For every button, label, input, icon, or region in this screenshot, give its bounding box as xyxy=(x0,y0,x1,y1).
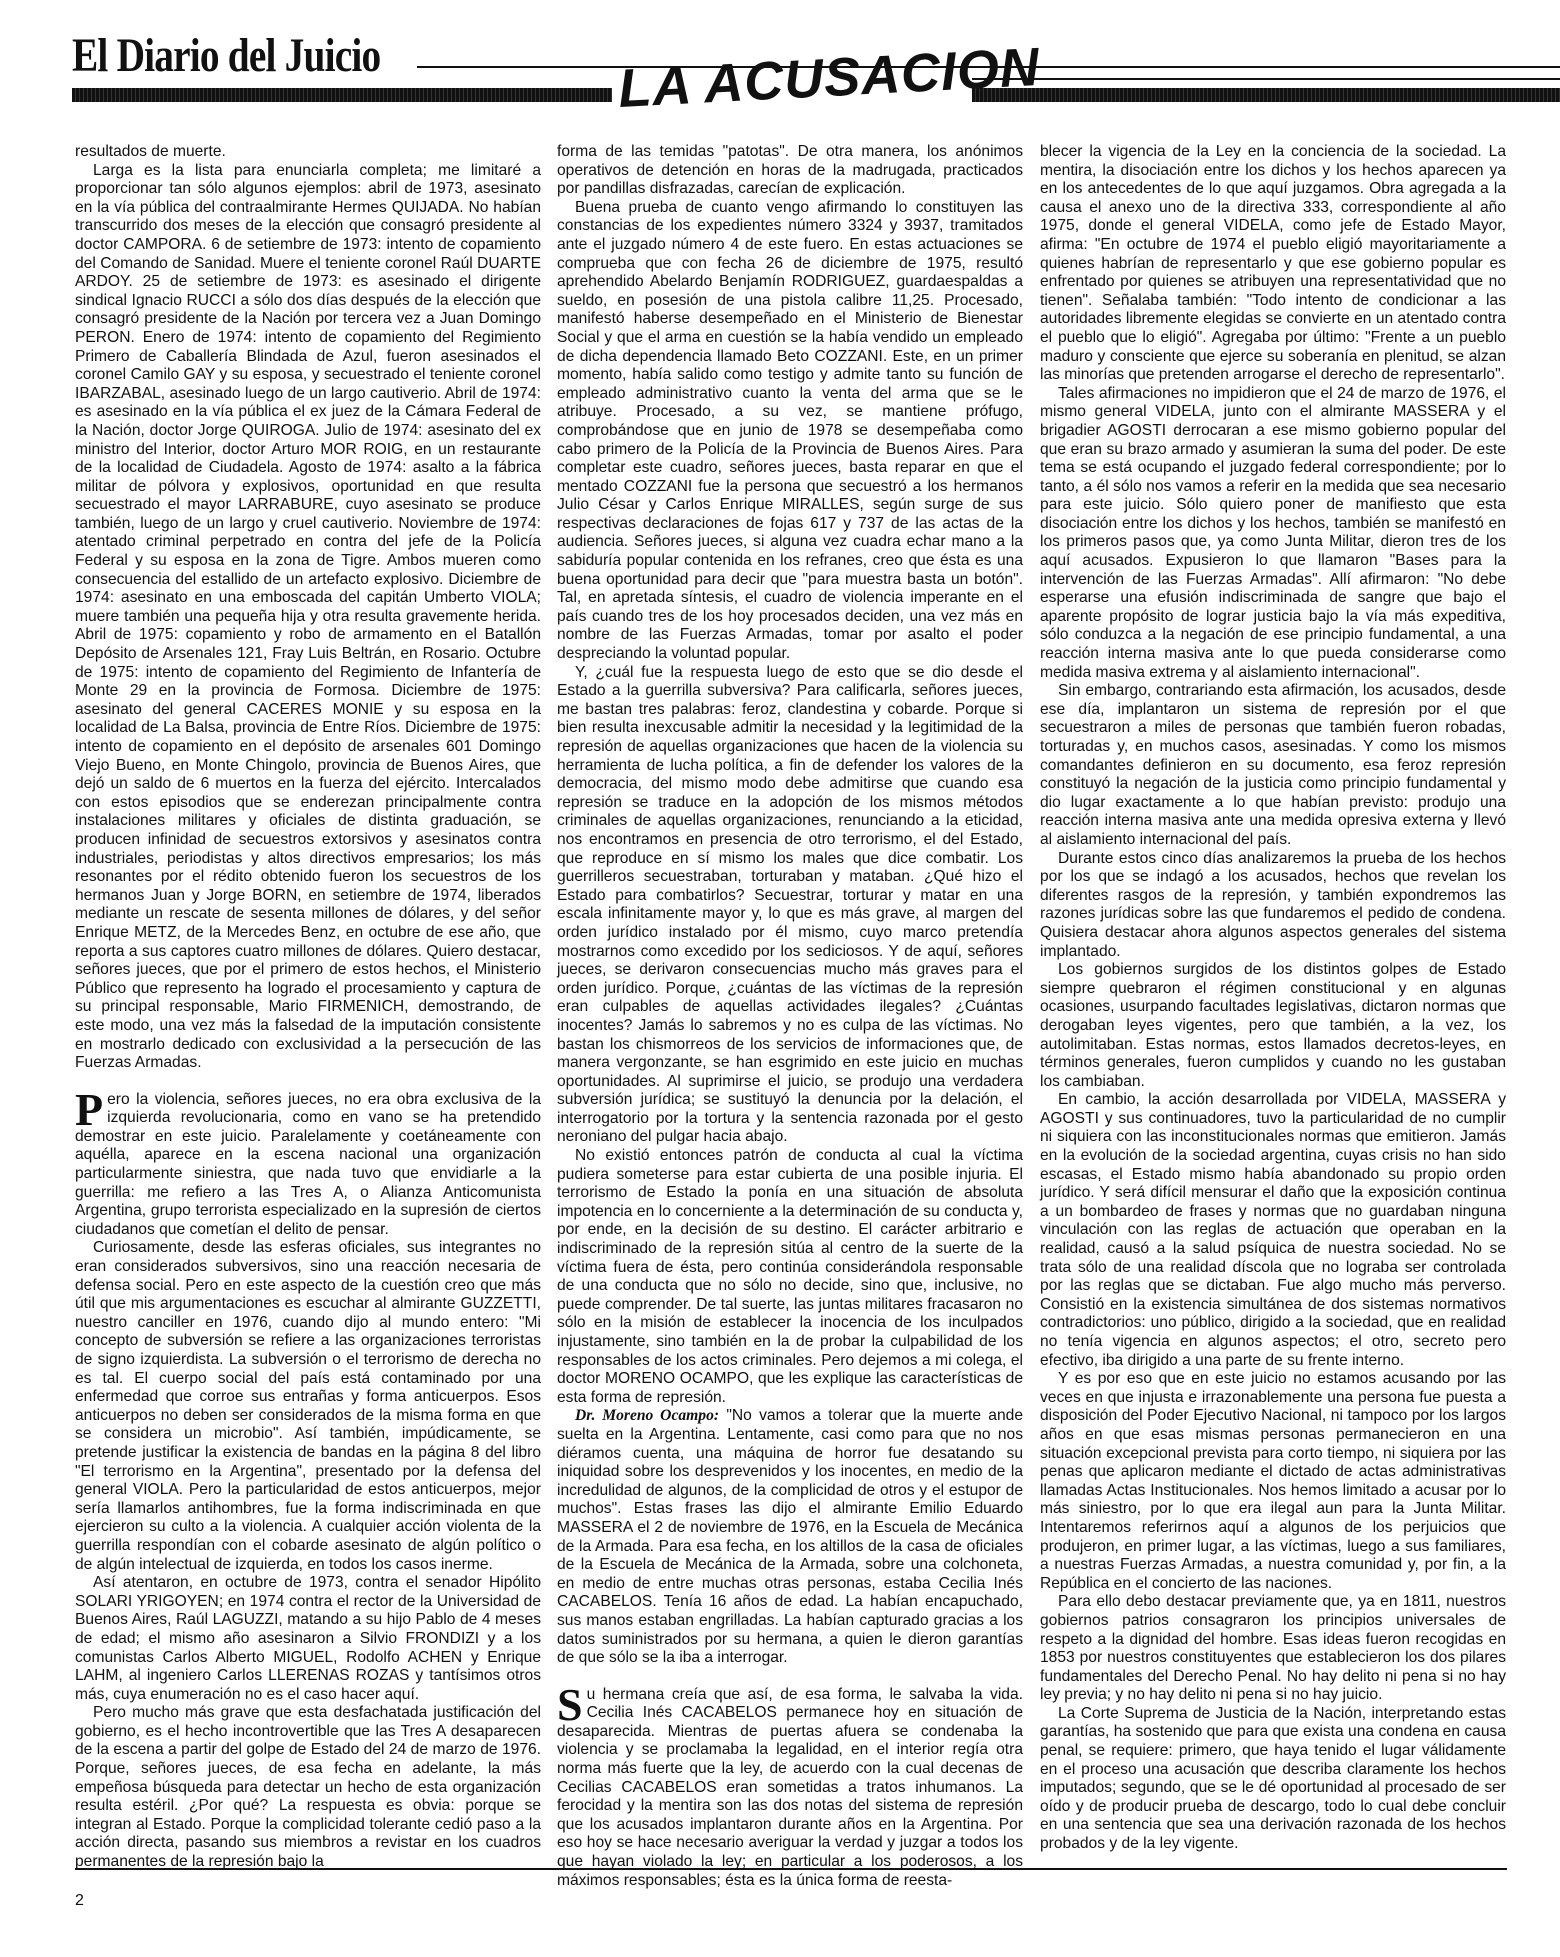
paragraph-text: La Corte Suprema de Justicia de la Nación, interpretando estas garantías, ha sostenido que para que exista una condena en causa penal, se requiere: primero, que haya tenido el lugar válidamente en el proceso una acusación que describa claramente los hechos imputados; segundo, que se le dé oportunidad al procesado de ser oído y de producir prueba de descargo, todo lo cual debe concluir en una sentencia que sea una derivación razonada de los hechos probados y de la ley vigente. xyxy=(1040,1704,1506,1853)
paragraph-text: Sin embargo, contrariando esta afirmación, los acusados, desde ese día, implantaron un sistema de represión por el que secuestraron a miles de personas que también fueron robadas, torturadas y, en muchos casos, asesinadas. Y como los mismos comandantes definieron en su documento, esa feroz represión constituyó la negación de la justicia como principio fundamental y dio lugar exactamente a lo que habían previsto: produjo una reacción interna masiva ante una medida opresiva externa y llevó al aislamiento internacional del país. xyxy=(1040,682,1506,848)
publication-logo: El Diario del Juicio xyxy=(72,29,381,82)
paragraph xyxy=(1040,1593,1506,1705)
masthead xyxy=(72,28,1560,123)
paragraph-text: Tales afirmaciones no impidieron que el 24 de marzo de 1976, el mismo general VIDELA, junto con el almirante MASSERA y el brigadier AGOSTI derrocaran a ese mismo gobierno popular del que eran su brazo armado y asumieran la suma del poder. De este tema se está ocupando el juzgado federal correspondiente; por lo tanto, a él sólo nos vamos a referir en la medida que sea necesario para este juicio. Sólo quiero poner de manifiesto que esta disociación entre los dichos y los hechos, también se manifestó en los primeros pasos que, ya como Junta Militar, dieron tres de los aquí acusados. Expusieron lo que llamaron "Bases para la intervención de las Fuerzas Armadas". Allí afirmaron: "No debe esperarse una efusión indiscriminada de sangre que bajo el aparente propósito de lograr justicia bajo la vía más expeditiva, sólo conduzca a la negación de ese principio fundamental, a una reacción interna masiva ante lo que pueda considerarse como medida masiva extrema y al aislamiento internacional". xyxy=(1040,384,1506,681)
masthead-rule-right xyxy=(972,78,1560,80)
paragraph xyxy=(557,199,1023,664)
paragraph xyxy=(557,1407,1023,1667)
paragraph-text: blecer la vigencia de la Ley en la conciencia de la sociedad. La mentira, la disociación entre los dichos y los hechos aparecen ya en los antecedentes de lo que aquí juzgamos. Obra agregada a la causa el anexo uno de la directiva 333, correspondiente al año 1975, donde el general VIDELA, como jefe de Estado Mayor, afirma: "En octubre de 1974 el pueblo eligió mayoritariamente a quienes habrían de representarlo y que ese gobierno popular es enfrentado por quienes se atribuyen una representatividad que no tienen". Señalaba también: "Todo intento de condicionar a las autoridades libremente elegidas se convierte en un atentado contra el pueblo que lo eligió". Agregaba por último: "Frente a un pueblo maduro y consciente que ejerce su soberanía en plenitud, se alzan las minorías que pretenden arrogarse el derecho de representarlo". xyxy=(1040,143,1506,384)
paragraph-text: forma de las temidas "patotas". De otra manera, los anónimos operativos de detención en horas de la madrugada, practicados por pandillas disfrazadas, carecían de explicación. xyxy=(557,143,1023,198)
paragraph xyxy=(75,1574,541,1704)
column-3 xyxy=(1040,143,1506,1854)
paragraph-text: No existió entonces patrón de conducta al cual la víctima pudiera someterse para estar cubierta de una posible injuria. El terrorismo de Estado la ponía en una situación de absoluta impotencia en lo concerniente a la determinación de su conducta y, por ende, en la decisión de su destino. El carácter arbitrario e indiscriminado de la represión sitúa al centro de la suerte de la víctima fuera de ésta, pero continúa considerándola responsable de una conducta que no sólo no decide, sino que, inclusive, no puede comprender. De tal suerte, las juntas militares fracasaron no sólo en la misión de establecer la inocencia de los inculpados injustamente, sino también en la de probar la culpabilidad de los responsables de los actos criminales. Pero dejemos a mi colega, el doctor MORENO OCAMPO, que les explique las características de esta forma de represión. xyxy=(557,1147,1023,1406)
drop-cap: P xyxy=(75,1083,104,1135)
masthead-bar-left xyxy=(72,88,612,102)
paragraph xyxy=(557,1678,1023,1891)
paragraph-text: Los gobiernos surgidos de los distintos golpes de Estado siempre quebraron el régimen constitucional y en algunas ocasiones, usurpando facultades legislativas, dictaron normas que derogaban leyes vigentes, pero que también, a la vez, los autolimitaban. Estas normas, estos llamados decretos-leyes, en términos generales, fueron cumplidos y cuando no les gustaban los cambiaban. xyxy=(1040,961,1506,1090)
paragraph-text: En cambio, la acción desarrollada por VIDELA, MASSERA y AGOSTI y sus continuadores, tuvo la particularidad de no cumplir ni siquiera con las inconstitucionales normas que emitieron. Jamás en la evolución de la sociedad argentina, cuyas crisis no han sido escasas, el Estado mismo había abandonado su propio orden jurídico. Y será difícil mensurar el daño que la exposición continua a un bombardeo de frases y normas que no guardaban ninguna vinculación con las reglas de actuación que operaban en la realidad, causó a la salud psíquica de nuestra sociedad. No se trata sólo de una realidad díscola que no lograba ser controlada por las reglas que se dictaban. Fue algo mucho más perverso. Consistió en la existencia simultánea de dos sistemas normativos contradictorios: uno público, dirigido a la sociedad, que en realidad no tenía vigencia en algunos aspectos; el otro, secreto pero efectivo, iba dirigido a una parte de su frente interno. xyxy=(1040,1091,1506,1369)
paragraph-text: ero la violencia, señores jueces, no era obra exclusiva de la izquierda revolucionaria, como en vano se ha pretendido demostrar en este juicio. Paralelamente y coetáneamente con aquélla, aparece en la escena nacional una organización particularmente siniestra, que nada tuvo que envidiarle a la guerrilla: me refiero a las Tres A, o Alianza Anticomunista Argentina, grupo terrorista especializado en la supresión de ciertos ciudadanos que cometían el delito de pensar. xyxy=(75,1090,541,1238)
paragraph xyxy=(1040,1091,1506,1370)
paragraph-text: Y, ¿cuál fue la respuesta luego de esto que se dio desde el Estado a la guerrilla subversiva? Para calificarla, señores jueces, me bastan tres palabras: feroz, clandestina y cobarde. Porque si bien resulta inexcusable admitir la necesidad y la legitimidad de la represión de aquellas organizaciones que hacen de la violencia su herramienta de lucha política, a fin de defender los valores de la democracia, del mismo modo debe admitirse que cuando esa represión se traduce en la adopción de los mismos métodos criminales de aquellas organizaciones, renunciando a la eticidad, nos encontramos en presencia de otro terrorismo, el del Estado, que reproduce en sí mismo los males que dice combatir. Los guerrilleros secuestraban, torturaban y mataban. ¿Qué hizo el Estado para combatirlos? Secuestrar, torturar y matar en una escala infinitamente mayor y, lo que es más grave, al margen del orden jurídico instalado por él mismo, cuyo marco pretendía mostrarnos como excedido por los sediciosos. Y de aquí, señores jueces, se derivaron consecuencias mucho más graves para el orden jurídico. Porque, ¿cuántas de las víctimas de la represión eran culpables de aquellas actividades ilegales? ¿Cuántas inocentes? Jamás lo sabremos y no es culpa de las víctimas. No bastan los chismorreos de los servicios de informaciones que, de manera vergonzante, se han esgrimido en este juicio en muchas oportunidades. Al suprimirse el juicio, se produjo una verdadera subversión jurídica; se sustituyó la denuncia por la delación, el interrogatorio por la tortura y la sentencia razonada por el gesto neroniano del pulgar hacia abajo. xyxy=(557,663,1023,1146)
paragraph xyxy=(1040,961,1506,1091)
paragraph xyxy=(1040,143,1506,385)
footer-rule xyxy=(75,1868,1507,1870)
paragraph xyxy=(1040,385,1506,683)
paragraph xyxy=(75,1239,541,1574)
paragraph-text: Así atentaron, en octubre de 1973, contra el senador Hipólito SOLARI YRIGOYEN; en 1974 contra el rector de la Universidad de Buenos Aires, Raúl LAGUZZI, matando a su hijo Pablo de 4 meses de edad; el mismo año asesinaron a Silvio FRONDIZI y a los comunistas Carlos Alberto MIGUEL, Rodolfo ACHEN y Enrique LAHM, al ingeniero Carlos LLERENAS ROZAS y tantísimos otros más, cuya enumeración no es el caso hacer aquí. xyxy=(75,1574,541,1703)
drop-cap: S xyxy=(557,1678,583,1730)
paragraph xyxy=(557,664,1023,1147)
paragraph-text: Para ello debo destacar previamente que, ya en 1811, nuestros gobiernos patrios consagraron los principios universales de respeto a la dignidad del hombre. Esas ideas fueron recogidas en 1853 por nuestros constituyentes que establecieron los dos pilares fundamentales del Derecho Penal. No hay delito ni pena si no hay ley previa; y no hay delito ni pena si no hay juicio. xyxy=(1040,1593,1506,1704)
paragraph-text: u hermana creía que así, de esa forma, le salvaba la vida. Cecilia Inés CACABELOS permanece hoy en situación de desaparecida. Mientras de puertas afuera se condenaba la violencia y se proclamaba la legalidad, en el interior regía otra norma más fuerte que la ley, de acuerdo con la cual decenas de Cecilias CACABELOS eran sometidas a tratos inhumanos. La ferocidad y la mentira son las dos notas del sistema de represión que los acusados implantaron durante años en la Argentina. Por eso hoy se hace necesario averiguar la verdad y juzgar a todos los que hayan violado la ley; en particular a los poderosos, a los máximos responsables; ésta es la única forma de reesta- xyxy=(557,1685,1023,1889)
paragraph-text: Y es por eso que en este juicio no estamos acusando por las veces en que injusta e irrazonablemente una persona fue puesta a disposición del Poder Ejecutivo Nacional, ni tampoco por los largos años en que esas mismas personas permanecieron en una situación excepcional prevista para corto tiempo, ni siquiera por las penas que aplicaron mediante el dictado de actas administrativas llamadas Actas Institucionales. Nos hemos limitado a acusar por lo más siniestro, por lo que era ilegal aun para la Junta Militar. Intentaremos referirnos aquí a algunos de los perjuicios que produjeron, en primer lugar, a las víctimas, luego a sus familiares, a nuestras Fuerzas Armadas, a nuestra comunidad y, por fin, a la República en el concierto de las naciones. xyxy=(1040,1370,1506,1592)
paragraph xyxy=(75,162,541,1073)
masthead-bar-right xyxy=(972,88,1560,102)
paragraph xyxy=(1040,1370,1506,1593)
paragraph-text: Pero mucho más grave que esta desfachatada justificación del gobierno, es el hecho incontrovertible que las Tres A desaparecen de la escena a partir del golpe de Estado del 24 de marzo de 1976. Porque, señores jueces, de esa fecha en adelante, la más empeñosa búsqueda para detectar un hecho de esta organización resulta estéril. ¿Por qué? La respuesta es obvia: porque se integran al Estado. Porque la complicidad tolerante cedió paso a la acción directa, pasando sus miembros a revistar en los cuadros permanentes de la represión bajo la xyxy=(75,1704,541,1871)
paragraph xyxy=(1040,1705,1506,1854)
paragraph-text: Buena prueba de cuanto vengo afirmando lo constituyen las constancias de los expedientes número 3324 y 3937, tramitados ante el juzgado número 4 de este fuero. En estas actuaciones se comprueba que con fecha 26 de diciembre de 1975, resultó aprehendido Abelardo Benjamín RODRIGUEZ, guardaespaldas a sueldo, en posesión de una pistola calibre 11,25. Procesado, manifestó haberse desempeñado en el Ministerio de Bienestar Social y que el arma en cuestión se la había vendido un empleado de dicha dependencia llamado Beto COZZANI. Este, en un primer momento, había salido como testigo y admite tanto su función de empleado administrativo cuanto la venta del arma que se le atribuye. Procesado, a su vez, se mantiene prófugo, comprobándose que en junio de 1978 se desempeñaba como cabo primero de la Policía de la Provincia de Buenos Aires. Para completar este cuadro, señores jueces, basta reparar en que el mentado COZZANI fue la persona que secuestró a los hermanos Julio César y Carlos Enrique MIRALLES, según surge de sus respectivas declaraciones de fojas 617 y 737 de las actas de la audiencia. Señores jueces, si alguna vez cuadra echar mano a la sabiduría popular contenida en los refranes, creo que ésta es una buena oportunidad para decir que "para muestra basta un botón". Tal, en apretada síntesis, el cuadro de violencia imperante en el país cuando tres de los hoy procesados deciden, una vez más en nombre de las Fuerzas Armadas, tomar por asalto el poder despreciando la voluntad popular. xyxy=(557,198,1023,663)
paragraph xyxy=(75,1083,541,1240)
paragraph-text: resultados de muerte. xyxy=(75,143,226,160)
column-1 xyxy=(75,143,541,1872)
speaker-name: Dr. Moreno Ocampo: xyxy=(575,1407,720,1425)
paragraph xyxy=(75,143,541,162)
paragraph xyxy=(75,1704,541,1871)
column-2 xyxy=(557,143,1023,1890)
page-number: 2 xyxy=(75,1892,84,1909)
paragraph xyxy=(557,143,1023,199)
paragraph xyxy=(1040,850,1506,962)
paragraph xyxy=(557,1147,1023,1407)
paragraph xyxy=(1040,682,1506,849)
paragraph-text: "No vamos a tolerar que la muerte ande suelta en la Argentina. Lentamente, casi como para que no nos diéramos cuenta, una máquina de horror fue desatando su iniquidad sobre los desprevenidos y los inocentes, en medio de la incredulidad de algunos, de la complicidad de otros y el estupor de muchos". Estas frases las dijo el almirante Emilio Eduardo MASSERA el 2 de noviembre de 1976, en la Escuela de Mecánica de la Armada. Para esa fecha, en los altillos de la casa de oficiales de la Escuela de Mecánica de la Armada, sobre una colchoneta, en medio de entre muchas otras personas, estaba Cecilia Inés CACABELOS. Tenía 16 años de edad. La habían encapuchado, sus manos estaban engrilladas. La habían capturado gracias a los datos suministrados por su hermana, a quien le dieron garantías de que sólo se la iba a interrogar. xyxy=(557,1407,1024,1667)
paragraph-text: Larga es la lista para enunciarla completa; me limitaré a proporcionar tan sólo algunos ejemplos: abril de 1973, asesinato en la vía pública del contraalmirante Hermes QUIJADA. No habían transcurrido dos meses de la elección que consagró presidente al doctor CAMPORA. 6 de setiembre de 1973: intento de copamiento del Comando de Sanidad. Muere el teniente coronel Raúl DUARTE ARDOY. 25 de setiembre de 1973: es asesinado el dirigente sindical Ignacio RUCCI a sólo dos días después de la elección que consagró presidente de la Nación por tercera vez a Juan Domingo PERON. Enero de 1974: intento de copamiento del Regimiento Primero de Caballería Blindada de Azul, fueron asesinados el coronel Camilo GAY y su esposa, y secuestrado el teniente coronel IBARZABAL, asesinado luego de un largo cautiverio. Abril de 1974: es asesinado en la vía pública el ex juez de la Cámara Federal de la Nación, doctor Jorge QUIROGA. Julio de 1974: asesinato del ex ministro del Interior, doctor Arturo MOR ROIG, en un restaurante de la localidad de Ciudadela. Agosto de 1974: asalto a la fábrica militar de pólvora y explosivos, oportunidad en que resulta secuestrado el mayor LARRABURE, cuyo asesinato se produce también, luego de un largo y cruel cautiverio. Noviembre de 1974: atentado criminal perpetrado en contra del jefe de la Policía Federal y su esposa en la zona de Tigre. Ambos mueren como consecuencia del estallido de un artefacto explosivo. Diciembre de 1974: asesinato en una emboscada del capitán Umberto VIOLA; muere también una pequeña hija y otra resulta gravemente herida. Abril de 1975: copamiento y robo de armamento en el Batallón Depósito de Arsenales 121, Fray Luis Beltrán, en Rosario. Octubre de 1975: intento de copamiento del Regimiento de Infantería de Monte 29 en la provincia de Formosa. Diciembre de 1975: asesinato del general CACERES MONIE y su esposa en la localidad de La Balsa, provincia de Entre Ríos. Diciembre de 1975: intento de copamiento en el depósito de arsenales 601 Domingo Viejo Bueno, en Monte Chingolo, provincia de Buenos Aires, que dejó un saldo de 6 muertos en la fuerza del ejército. Intercalados con estos episodios que se enderezan principalmente contra instalaciones militares y oficiales de distinta graduación, se producen infinidad de secuestros extorsivos y asesinatos contra industriales, periodistas y altos directivos empresarios; los más resonantes por el rédito obtenido fueron los secuestros de los hermanos Juan y Jorge BORN, en setiembre de 1974, liberados mediante un rescate de sesenta millones de dólares, y del señor Enrique METZ, de la Mercedes Benz, en octubre de ese año, que reporta a sus captores cuatro millones de dólares. Quiero destacar, señores jueces, que por el primero de estos hechos, el Ministerio Público que represento ha logrado el procesamiento y captura de su principal responsable, Mario FIRMENICH, demostrando, de este modo, una vez más la falsedad de la imputación consistente en mostrarlo dedicado con exclusividad a la persecución de las Fuerzas Armadas. xyxy=(75,161,541,1072)
section-title: LA ACUSACION xyxy=(616,36,1042,120)
paragraph-text: Curiosamente, desde las esferas oficiales, sus integrantes no eran considerados subversivos, sino una reacción necesaria de defensa social. Pero en este aspecto de la cuestión creo que más útil que mis argumentaciones es escuchar al almirante GUZZETTI, nuestro canciller en 1976, cuando dijo al mundo entero: "Mi concepto de subversión se refiere a las organizaciones terroristas de signo izquierdista. La subversión o el terrorismo de derecha no es tal. El cuerpo social del país está contaminado por una enfermedad que corroe sus entrañas y forma anticuerpos. Esos anticuerpos no deben ser considerados de la misma forma en que se considera un microbio". Así también, impúdicamente, se pretende justificar la existencia de bandas en la página 8 del libro "El terrorismo en la Argentina", presentado por la defensa del general VIOLA. Pero la particularidad de estos anticuerpos, mejor sería llamarlos antihombres, fue la forma indiscriminada en que ejercieron su culto a la violencia. A cualquier acción violenta de la guerrilla respondían con el cobarde asesinato de algún político o de algún intelectual de izquierda, en todos los casos inerme. xyxy=(75,1239,541,1573)
paragraph-text: Durante estos cinco días analizaremos la prueba de los hechos por los que se indagó a los acusados, hechos que revelan los diferentes rasgos de la represión, y también expondremos las razones jurídicas sobre las que fundaremos el pedido de condena. Quisiera destacar ahora algunos aspectos generales del sistema implantado. xyxy=(1040,849,1506,960)
